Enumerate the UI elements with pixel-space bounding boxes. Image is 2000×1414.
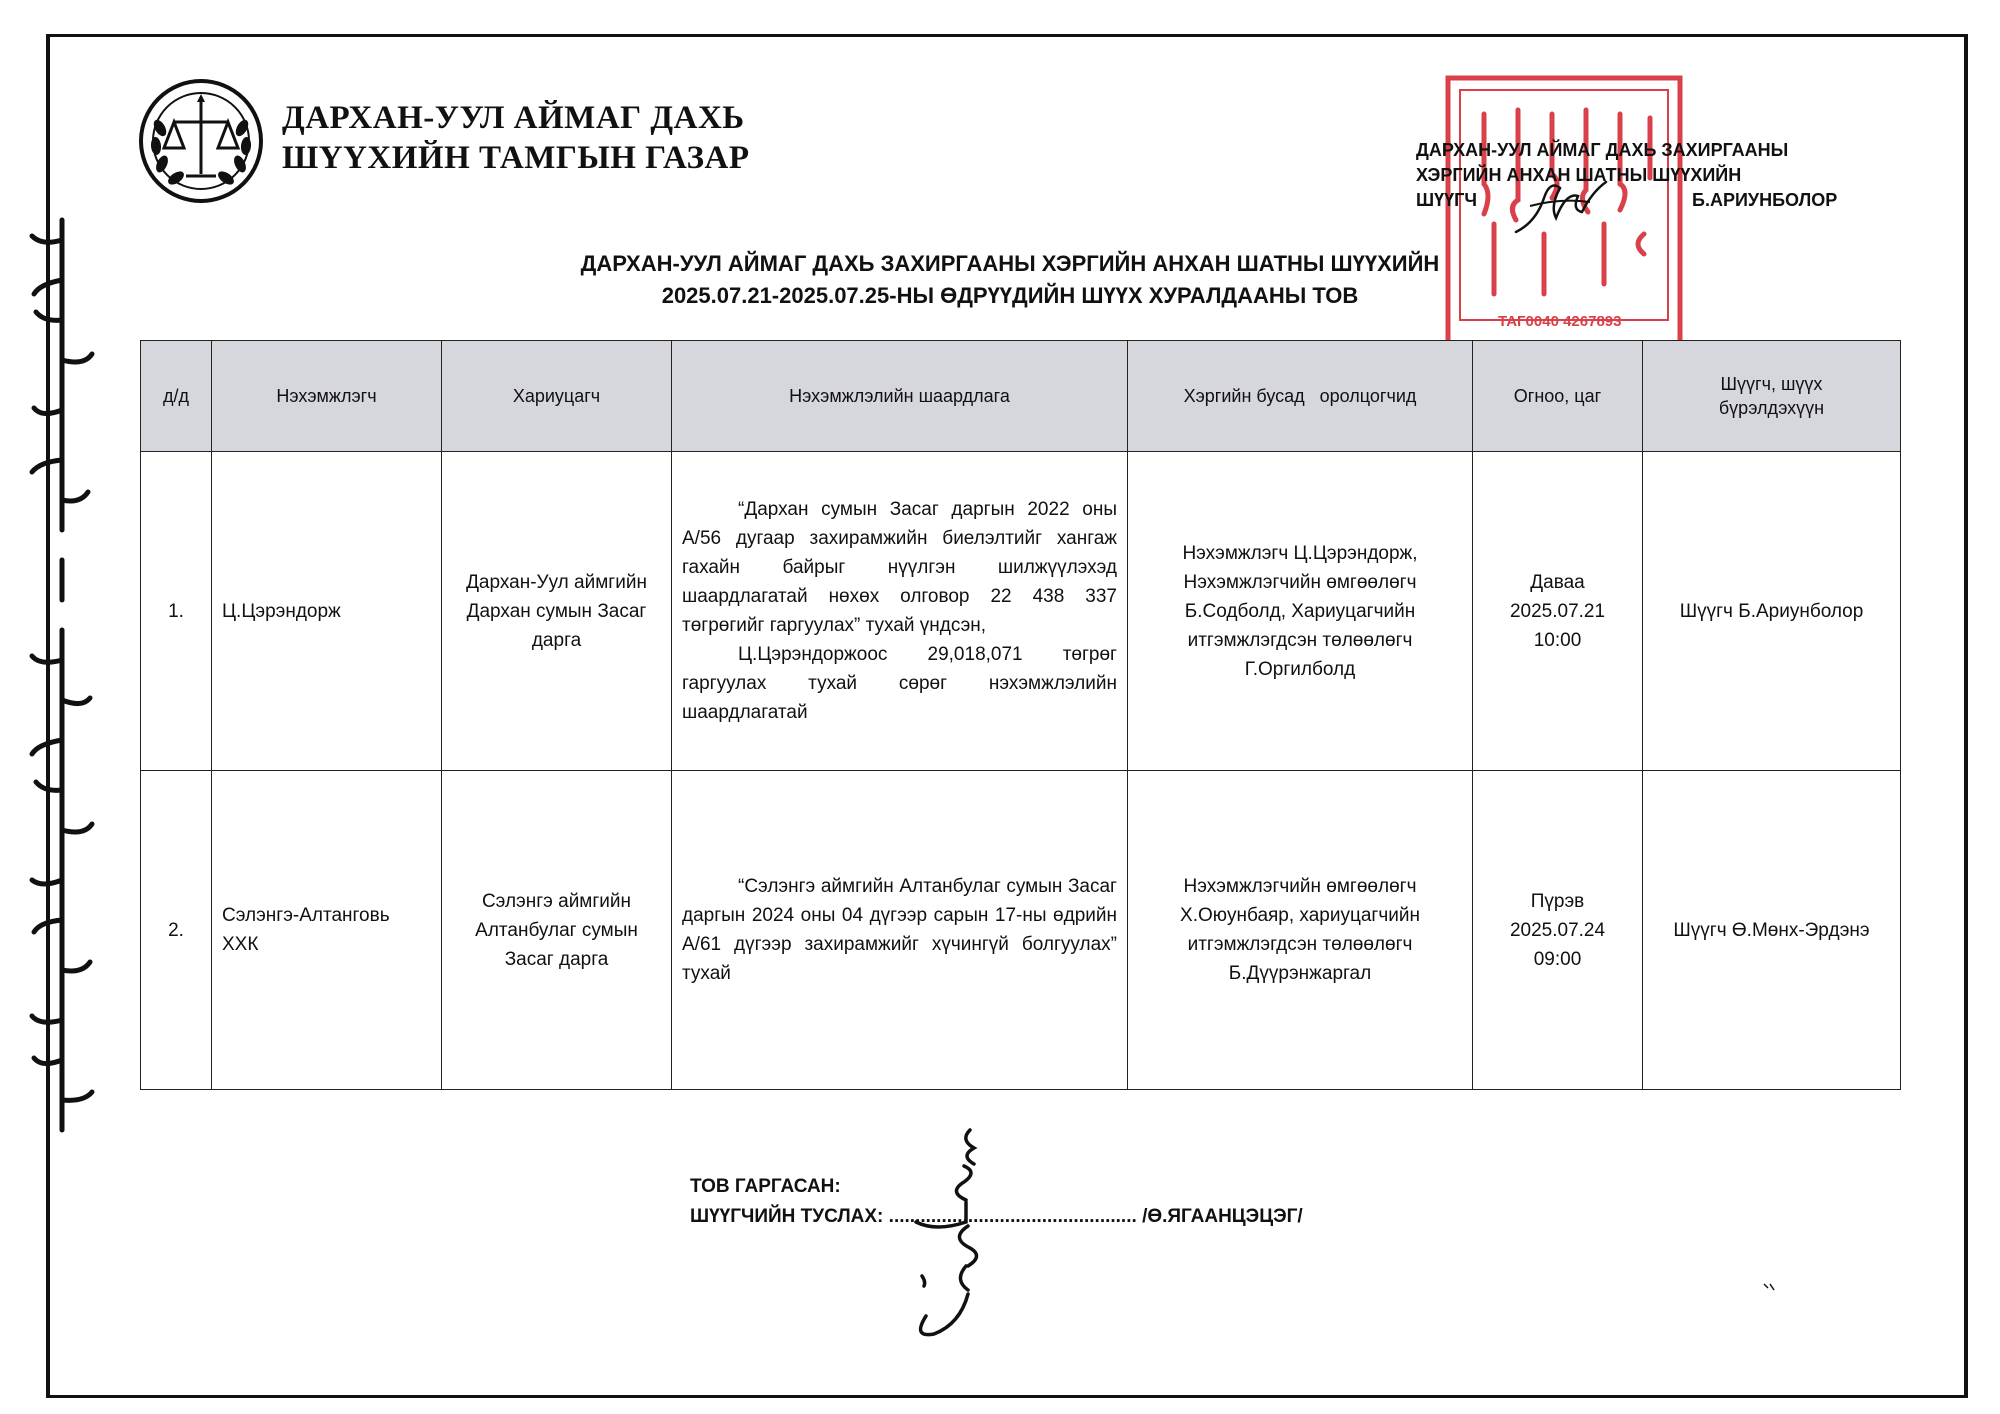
table-row — [141, 771, 1901, 1090]
row-defendant: Дархан-Уул аймгийн Дархан сумын Засаг дарга — [442, 452, 672, 771]
row-participants: Нэхэмжлэгчийн өмгөөлөгч Х.Оюунбаяр, хариуцагчийн итгэмжлэгдсэн төлөөлөгч Б.Дүүрэнжаргал — [1128, 771, 1473, 1090]
row-plaintiff: Сэлэнгэ-Алтанговь ХХК — [212, 771, 442, 1090]
row-participants: Нэхэмжлэгч Ц.Цэрэндорж, Нэхэмжлэгчийн өмгөөлөгч Б.Содболд, Хариуцагчийн итгэмжлэгдсэн төлөөлөгч Г.Оргилболд — [1128, 452, 1473, 771]
footer-assistant-label: ШҮҮГЧИЙН ТУСЛАХ: ............................................... — [690, 1206, 1137, 1227]
title-line2: 2025.07.21-2025.07.25-НЫ ӨДРҮҮДИЙН ШҮҮХ ХУРАЛДААНЫ ТОВ — [661, 283, 1359, 308]
row-claim — [672, 771, 1128, 1090]
table-header-row — [141, 341, 1901, 452]
table-row — [141, 452, 1901, 771]
court-office-name — [282, 98, 749, 178]
court-emblem-icon — [138, 78, 264, 204]
col-header-judge-line2: бүрэлдэхүүн — [1718, 398, 1825, 418]
row-plaintiff: Ц.Цэрэндорж — [212, 452, 442, 771]
row-datetime — [1473, 771, 1643, 1090]
org-name-line2: ШҮҮХИЙН ТАМГЫН ГАЗАР — [282, 140, 750, 176]
document-title — [520, 248, 1500, 312]
row-claim-counter: Ц.Цэрэндоржоос 29,018,071 төгрөг гаргуулах тухай сөрөг нэхэмжлэлийн шаардлагатай — [682, 644, 1117, 723]
mongolian-script-motto — [0, 200, 110, 1150]
approval-position: ШҮҮГЧ — [1416, 190, 1477, 210]
col-header-defendant: Хариуцагч — [442, 341, 672, 452]
approval-line1: ДАРХАН-УУЛ АЙМАГ ДАХЬ ЗАХИРГААНЫ — [1416, 140, 1789, 160]
row-defendant: Сэлэнгэ аймгийн Алтанбулаг сумын Засаг дарга — [442, 771, 672, 1090]
approval-line2: ХЭРГИЙН АНХАН ШАТНЫ ШҮҮХИЙН — [1416, 165, 1742, 185]
row-claim-main: “Дархан сумын Засаг даргын 2022 оны А/56 дугаар захирамжийн биелэлтийг хангаж гахайн байрыг нүүлгэн шилжүүлэхэд шаардлагатай нөхөх олговор 22 438 337 төгрөгийг гаргуулах” тухай үндсэн, — [682, 499, 1117, 636]
approval-block — [1416, 138, 1856, 213]
col-header-datetime: Огноо, цаг — [1473, 341, 1643, 452]
row-time: 10:00 — [1533, 629, 1582, 651]
row-claim — [672, 452, 1128, 771]
col-header-participants: Хэргийн бусад оролцогчид — [1128, 341, 1473, 452]
judge-signature — [1512, 176, 1616, 240]
row-datetime — [1473, 452, 1643, 771]
row-judge: Шүүгч Ө.Мөнх-Эрдэнэ — [1643, 771, 1901, 1090]
row-judge: Шүүгч Б.Ариунболор — [1643, 452, 1901, 771]
footer-assistant-name: /Ө.ЯГААНЦЭЦЭГ/ — [1142, 1206, 1303, 1227]
col-header-judge — [1643, 341, 1901, 452]
stamp-code: ТАГ0040 4267893 — [1498, 313, 1622, 330]
row-date: 2025.07.24 — [1509, 919, 1606, 941]
assistant-signature — [908, 1126, 1008, 1346]
row-num: 2. — [141, 771, 212, 1090]
col-header-claim: Нэхэмжлэлийн шаардлага — [672, 341, 1128, 452]
row-time: 09:00 — [1533, 948, 1582, 970]
row-day: Пүрэв — [1530, 890, 1585, 912]
title-line1: ДАРХАН-УУЛ АЙМАГ ДАХЬ ЗАХИРГААНЫ ХЭРГИЙН АНХАН ШАТНЫ ШҮҮХИЙН — [580, 251, 1440, 276]
row-date: 2025.07.21 — [1509, 600, 1606, 622]
col-header-num: д/д — [141, 341, 212, 452]
col-header-judge-line1: Шүүгч, шүүх — [1720, 374, 1823, 394]
footer-line1: ТОВ ГАРГАСАН: — [690, 1176, 841, 1197]
row-claim-main: “Сэлэнгэ аймгийн Алтанбулаг сумын Засаг даргын 2024 оны 04 дүгээр сарын 17-ны өдрийн А/61 дүгээр захирамжийг хүчингүй болгуулах” тухай — [682, 876, 1117, 984]
approval-judge-name: Б.АРИУНБОЛОР — [1692, 190, 1838, 210]
row-day: Даваа — [1530, 571, 1585, 593]
org-name-line1: ДАРХАН-УУЛ АЙМАГ ДАХЬ — [282, 100, 745, 136]
hearing-schedule-table — [140, 340, 1901, 1090]
col-header-plaintiff: Нэхэмжлэгч — [212, 341, 442, 452]
row-num: 1. — [141, 452, 212, 771]
stray-mark — [1762, 1282, 1776, 1292]
